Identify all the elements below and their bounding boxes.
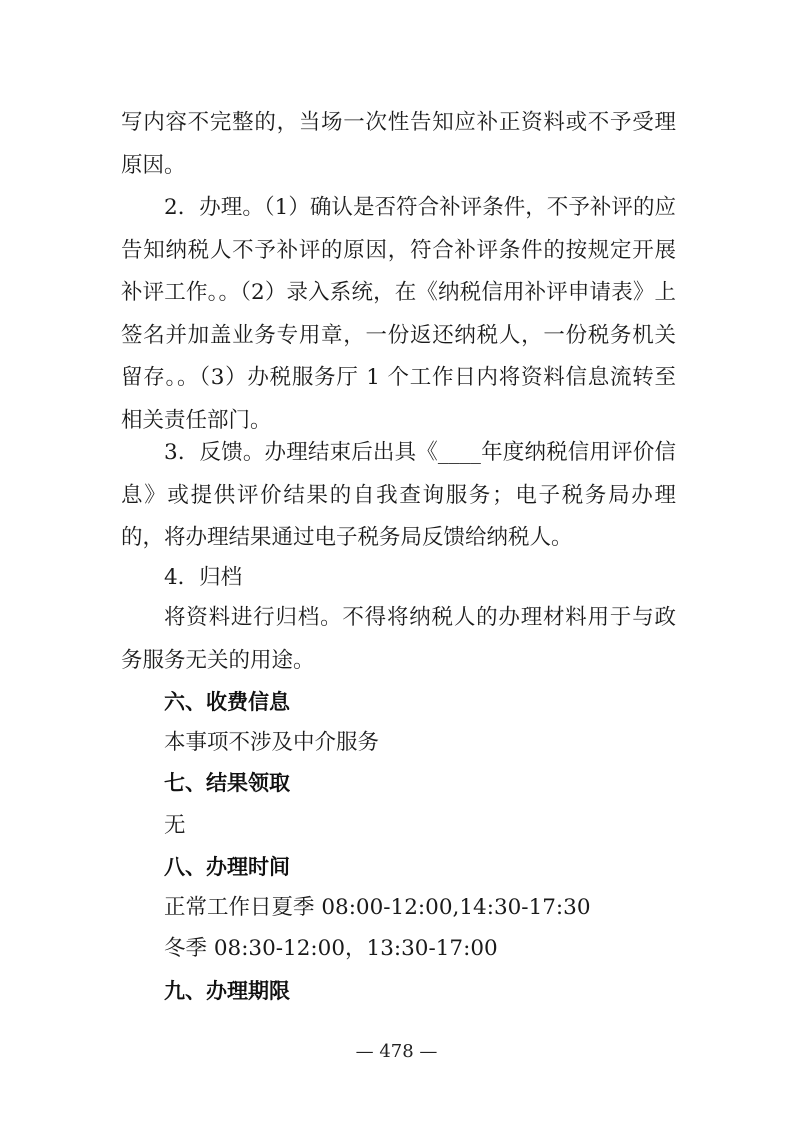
result-text: 无 bbox=[164, 813, 186, 838]
section-heading-hours: 八、办理时间 bbox=[164, 855, 290, 879]
hours-winter: 冬季 08:30-12:00，13:30-17:00 bbox=[164, 936, 498, 961]
paragraph-archive-title: 4．归档 bbox=[164, 565, 243, 590]
paragraph-processing: 2．办理。（1）确认是否符合补评条件，不予补评的应告知纳税人不予补评的原因，符合补评条件的按规定开展补评工作。。（2）录入系统，在《纳税信用补评申请表》上签名并加盖业务专用章，一份返还纳税人，一份税务机关留存。。（3）办税服务厅 1 个工作日内将资料信息流转至相关责任部门。 bbox=[121, 195, 676, 433]
paragraph-incomplete-notice: 写内容不完整的，当场一次性告知应补正资料或不予受理原因。 bbox=[121, 110, 676, 178]
page-number: — 478 — bbox=[355, 1041, 438, 1062]
paragraph-feedback: 3．反馈。办理结束后出具《____年度纳税信用评价信息》或提供评价结果的自我查询服务；电子税务局办理的，将办理结果通过电子税务局反馈给纳税人。 bbox=[121, 440, 676, 550]
section-heading-deadline: 九、办理期限 bbox=[164, 979, 290, 1003]
paragraph-archive: 将资料进行归档。不得将纳税人的办理材料用于与政务服务无关的用途。 bbox=[121, 605, 676, 673]
hours-summer: 正常工作日夏季 08:00-12:00,14:30-17:30 bbox=[164, 895, 591, 920]
section-heading-fees: 六、收费信息 bbox=[164, 690, 290, 714]
section-heading-result: 七、结果领取 bbox=[164, 771, 290, 795]
fees-text: 本事项不涉及中介服务 bbox=[164, 730, 380, 755]
